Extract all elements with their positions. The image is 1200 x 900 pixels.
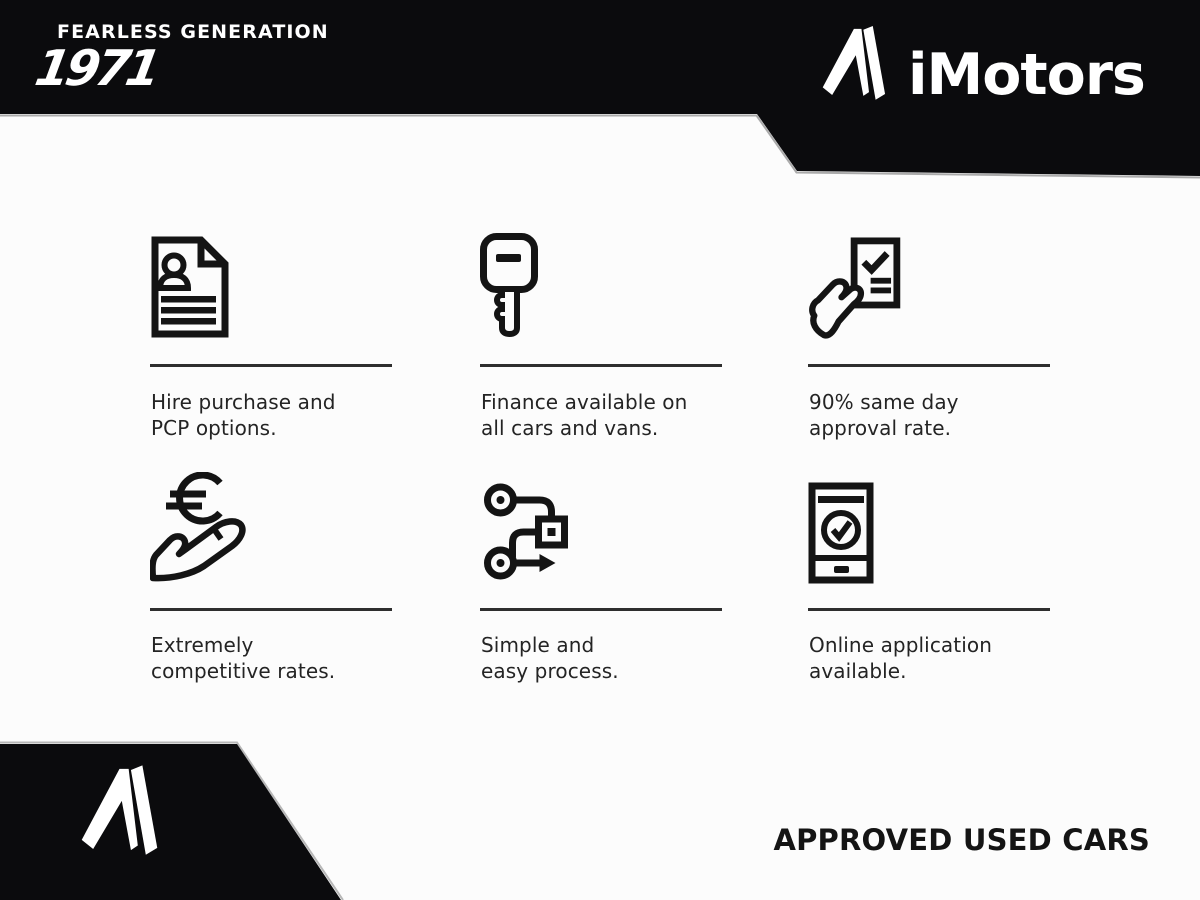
approval-checklist-icon [808,237,908,343]
feature-caption-line: all cars and vans. [481,416,659,440]
feature-caption-line: Finance available on [481,390,688,414]
feature-caption [809,632,992,684]
feature-caption-line: Hire purchase and [151,390,336,414]
brand-tagline: FEARLESS GENERATION [57,21,329,43]
feature-card-approval [808,233,1054,468]
feature-divider [808,608,1050,611]
feature-caption-line: Simple and [481,633,595,657]
approved-used-cars-caption: APPROVED USED CARS [773,823,1150,857]
feature-caption [151,389,336,441]
cv-document-icon [150,235,230,343]
euro-in-hand-icon [150,472,250,587]
process-flow-icon [482,483,585,587]
arrow-a-logo-icon [818,24,903,114]
feature-caption-line: available. [809,659,907,683]
feature-card-rates [150,472,396,707]
feature-card-online [808,472,1054,707]
feature-caption-line: approval rate. [809,416,952,440]
feature-caption-line: Online application [809,633,992,657]
year-1971-logo: 1971 [30,40,162,97]
feature-caption-line: Extremely [151,633,254,657]
feature-divider [480,608,722,611]
feature-caption [481,632,619,684]
feature-caption [481,389,687,441]
car-key-icon [480,233,538,341]
feature-divider [150,364,392,367]
feature-caption-line: competitive rates. [151,659,336,683]
feature-divider [150,608,392,611]
feature-caption [151,632,335,684]
feature-caption-line: 90% same day [809,390,959,414]
feature-card-process [480,472,726,707]
feature-caption [809,389,959,441]
feature-caption-line: easy process. [481,659,619,683]
brand-name: iMotors [908,42,1145,108]
feature-divider [480,364,722,367]
phone-check-icon [808,482,874,588]
feature-card-finance [480,233,726,468]
bottom-banner [0,740,360,900]
feature-divider [808,364,1050,367]
arrow-a-logo-icon [76,763,179,872]
feature-caption-line: PCP options. [151,416,277,440]
feature-card-hire-purchase [150,233,396,468]
